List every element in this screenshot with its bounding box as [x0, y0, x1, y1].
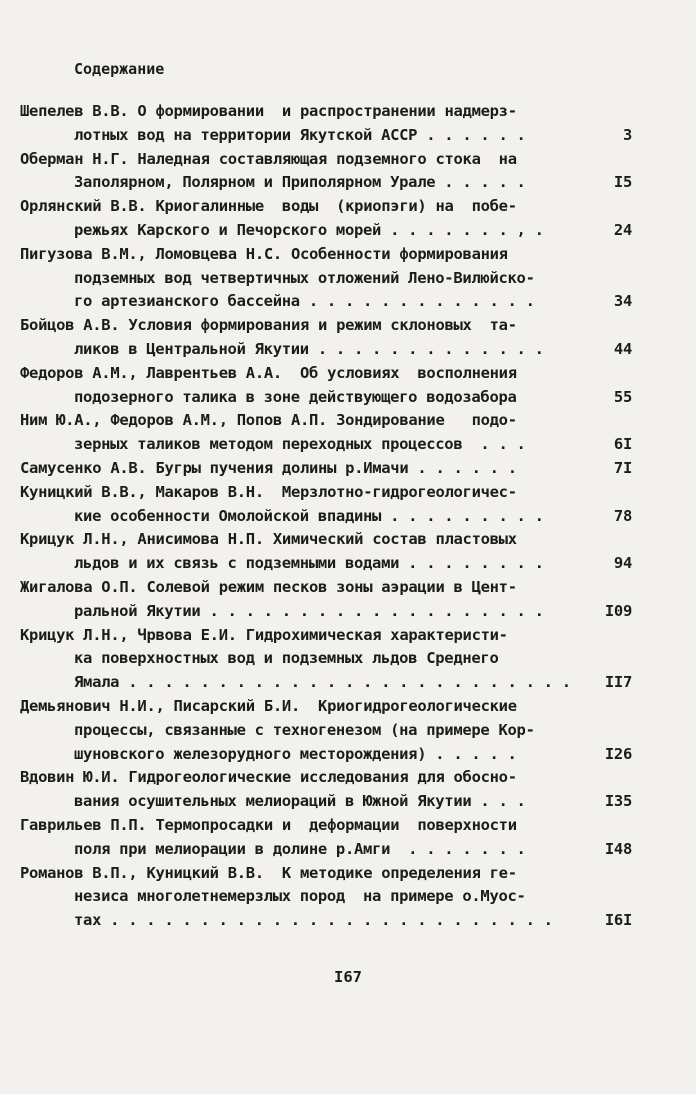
toc-entry-continuation-line [0, 671, 696, 695]
toc-entry [0, 457, 696, 481]
toc-entry-page-number: I09 [604, 601, 632, 620]
toc-entry-continuation-line [0, 267, 696, 291]
toc-entry-continuation-line [0, 743, 696, 767]
toc-entry [0, 362, 696, 410]
toc-entry-title-line [0, 195, 696, 219]
toc-entry-page-number: 34 [613, 292, 632, 311]
toc-entry-title-line [0, 766, 696, 790]
toc-entry-text: Крицук Л.Н., Чрвова Е.И. Гидрохимическая характеристи- [20, 625, 508, 644]
table-of-contents [0, 100, 696, 933]
toc-entry-page-number: 7I [613, 458, 632, 477]
toc-entry-continuation-line [0, 124, 696, 148]
toc-entry-text: лотных вод на территории Якутской АССР . . . . . . [74, 125, 526, 144]
toc-entry [0, 409, 696, 457]
toc-entry-text: ральной Якутии . . . . . . . . . . . . . . . . . . . [74, 601, 544, 620]
toc-entry-title-line [0, 243, 696, 267]
toc-entry-text: льдов и их связь с подземными водами . . . . . . . . [74, 554, 544, 573]
toc-entry-page-number: 55 [613, 387, 632, 406]
toc-entry-text: Пигузова В.М., Ломовцева Н.С. Особенности формирования [20, 244, 508, 263]
toc-entry [0, 243, 696, 314]
toc-entry [0, 766, 696, 814]
toc-entry-title-line [0, 695, 696, 719]
toc-entry-continuation-line [0, 552, 696, 576]
toc-entry-page-number: 78 [613, 506, 632, 525]
toc-entry [0, 814, 696, 862]
toc-entry-continuation-line [0, 338, 696, 362]
toc-entry-text: Демьянович Н.И., Писарский Б.И. Криогидрогеологические [20, 696, 517, 715]
toc-entry-text: Орлянский В.В. Криогалинные воды (криопэги) на побе- [20, 197, 517, 216]
toc-entry-text: режьях Карского и Печорского морей . . . . . . . , . [74, 220, 544, 239]
toc-entry-text: поля при мелиорации в долине р.Амги . . . . . . . [74, 839, 526, 858]
toc-entry-text: Гаврильев П.П. Термопросадки и деформации поверхности [20, 815, 517, 834]
toc-entry-page-number: I6I [604, 911, 632, 930]
toc-entry-continuation-line [0, 719, 696, 743]
toc-entry-continuation-line [0, 909, 696, 933]
toc-entry-text: Шепелев В.В. О формировании и распространении надмерз- [20, 102, 517, 120]
toc-entry-title-line [0, 624, 696, 648]
toc-entry [0, 314, 696, 362]
toc-entry-text: Самусенко А.В. Бугры пучения долины р.Имачи . . . . . . [20, 458, 517, 477]
toc-entry-text: вания осушительных мелиораций в Южной Якутии . . . [74, 792, 526, 811]
page-heading: Содержание [74, 60, 165, 78]
toc-entry-text: Крицук Л.Н., Анисимова Н.П. Химический состав пластовых [20, 530, 517, 549]
toc-entry-text: Бойцов А.В. Условия формирования и режим склоновых та- [20, 316, 517, 335]
toc-entry-continuation-line [0, 219, 696, 243]
toc-entry-continuation-line [0, 171, 696, 195]
toc-entry [0, 481, 696, 529]
toc-entry-page-number: I5 [613, 173, 632, 192]
toc-entry-text: шуновского железорудного месторождения) . . . . . [74, 744, 517, 763]
toc-entry-continuation-line [0, 505, 696, 529]
toc-entry-page-number: I35 [604, 792, 632, 811]
toc-entry-text: незиса многолетнемерзлых пород на примере о.Муос- [74, 887, 526, 906]
toc-entry-title-line [0, 314, 696, 338]
toc-entry-continuation-line [0, 600, 696, 624]
toc-entry [0, 528, 696, 576]
toc-entry-page-number: II7 [604, 673, 632, 692]
toc-entry-text: ликов в Центральной Якутии . . . . . . . . . . . . . [74, 339, 544, 358]
toc-entry-title-line [0, 481, 696, 505]
toc-entry-text: Заполярном, Полярном и Приполярном Урале . . . . . [74, 173, 526, 192]
toc-entry-title-line [0, 814, 696, 838]
toc-entry-title-line [0, 576, 696, 600]
toc-entry-text: Куницкий В.В., Макаров В.Н. Мерзлотно-гидрогеологичес- [20, 482, 517, 501]
toc-entry [0, 195, 696, 243]
toc-entry-page-number: I48 [604, 839, 632, 858]
toc-entry-text: Оберман Н.Г. Наледная составляющая подземного стока на [20, 149, 517, 168]
toc-entry-continuation-line [0, 290, 696, 314]
toc-entry-text: Вдовин Ю.И. Гидрогеологические исследования для обосно- [20, 768, 517, 787]
toc-entry-title-line [0, 362, 696, 386]
toc-entry [0, 624, 696, 695]
toc-entry-continuation-line [0, 386, 696, 410]
toc-entry-text: Романов В.П., Куницкий В.В. К методике определения ге- [20, 863, 517, 882]
toc-entry-continuation-line [0, 647, 696, 671]
toc-entry-text: Федоров А.М., Лаврентьев А.А. Об условиях восполнения [20, 363, 517, 382]
toc-entry [0, 862, 696, 933]
toc-entry-continuation-line [0, 838, 696, 862]
toc-entry-text: подозерного талика в зоне действующего водозабора [74, 387, 517, 406]
toc-entry-continuation-line [0, 790, 696, 814]
toc-entry-text: го артезианского бассейна . . . . . . . . . . . . . [74, 292, 535, 311]
toc-entry-title-line [0, 409, 696, 433]
toc-entry-text: кие особенности Омолойской впадины . . . . . . . . . [74, 506, 544, 525]
toc-entry [0, 576, 696, 624]
toc-entry-page-number: 44 [613, 339, 632, 358]
toc-entry-page-number: 94 [613, 554, 632, 573]
toc-entry-title-line [0, 148, 696, 172]
toc-entry-text: ка поверхностных вод и подземных льдов Среднего [74, 649, 499, 668]
toc-entry-text: подземных вод четвертичных отложений Лено-Вилюйско- [74, 268, 535, 287]
toc-entry-continuation-line [0, 433, 696, 457]
toc-entry-text: Ямала . . . . . . . . . . . . . . . . . . . . . . . . . [74, 673, 571, 692]
toc-entry-title-line [0, 457, 696, 481]
toc-entry-page-number: 24 [613, 220, 632, 239]
toc-entry [0, 100, 696, 148]
page-number-footer: I67 [334, 968, 362, 986]
toc-entry-text: Ним Ю.А., Федоров А.М., Попов А.П. Зондирование подо- [20, 411, 517, 430]
toc-entry-text: тах . . . . . . . . . . . . . . . . . . . . . . . . . [74, 911, 553, 930]
toc-entry-title-line [0, 528, 696, 552]
toc-entry-page-number: I26 [604, 744, 632, 763]
toc-entry [0, 148, 696, 196]
toc-entry-text: процессы, связанные с техногенезом (на примере Кор- [74, 720, 535, 739]
toc-entry-title-line [0, 100, 696, 124]
toc-entry-page-number: 6I [613, 435, 632, 454]
toc-entry-page-number: 3 [622, 125, 632, 144]
toc-entry [0, 695, 696, 766]
toc-entry-text: зерных таликов методом переходных процессов . . . [74, 435, 526, 454]
toc-entry-continuation-line [0, 885, 696, 909]
toc-entry-title-line [0, 862, 696, 886]
toc-entry-text: Жигалова О.П. Солевой режим песков зоны аэрации в Цент- [20, 577, 517, 596]
